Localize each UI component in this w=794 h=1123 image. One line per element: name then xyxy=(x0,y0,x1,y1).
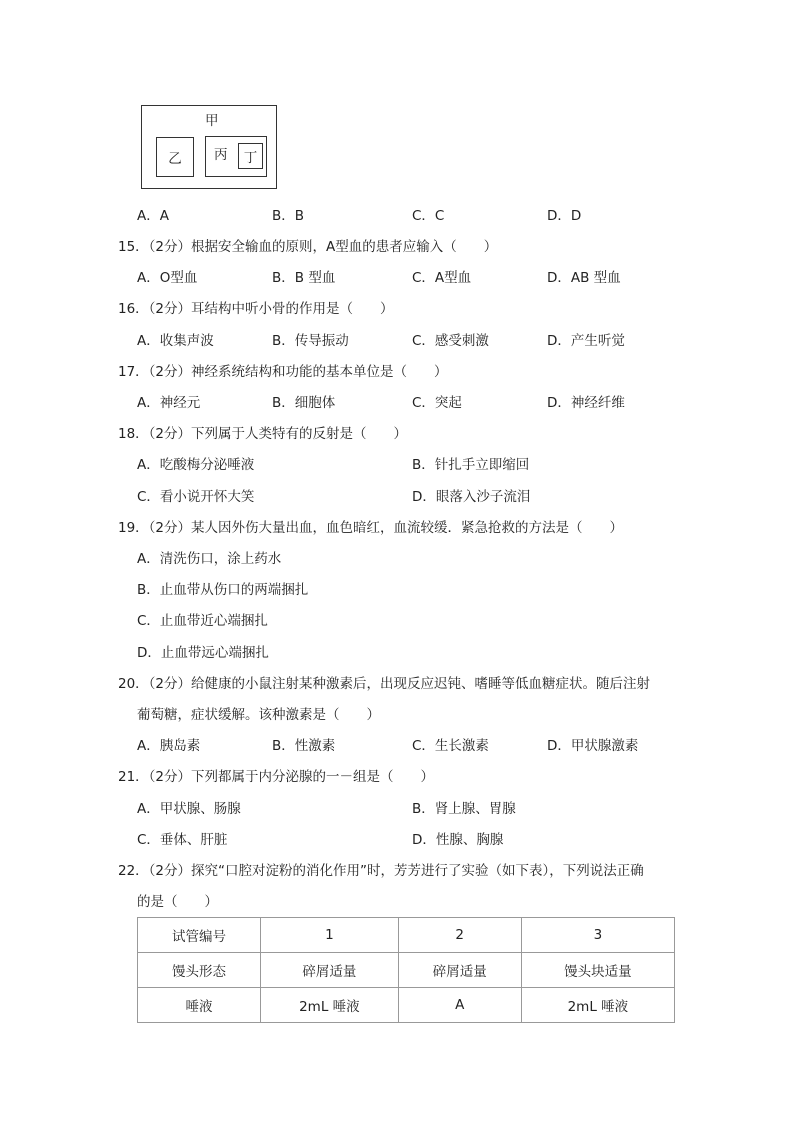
table-cell: 唾液 xyxy=(138,988,261,1023)
q19-option-a: A．清洗伤口，涂上药水 xyxy=(137,551,282,567)
table-cell: 碎屑适量 xyxy=(398,953,521,988)
q18-option-a: A．吃酸梅分泌唾液 xyxy=(137,457,255,473)
q19-option-c: C．止血带近心端捆扎 xyxy=(137,613,268,629)
q20-option-b: B．性激素 xyxy=(272,738,336,754)
q16-option-d: D．产生听觉 xyxy=(547,333,625,349)
q20-option-a: A．胰岛素 xyxy=(137,738,201,754)
q21-option-b: B．肾上腺、胃腺 xyxy=(412,801,516,817)
q20-stem-line2: 葡萄糖，症状缓解。该种激素是（ ） xyxy=(137,707,380,723)
q18-option-d: D．眼落入沙子流泪 xyxy=(412,489,531,505)
diagram-label-bing: 丙 xyxy=(214,147,228,163)
table-row xyxy=(138,953,675,988)
diagram-box-ding xyxy=(238,143,263,169)
table-cell: 3 xyxy=(521,918,674,953)
q18-option-b: B．针扎手立即缩回 xyxy=(412,457,530,473)
q19-stem: 19．（2分）某人因外伤大量出血，血色暗红，血流较缓．紧急抢救的方法是（ ） xyxy=(118,520,624,536)
diagram-label-jia: 甲 xyxy=(205,113,219,129)
table-cell: 馒头块适量 xyxy=(521,953,674,988)
table-cell: 2mL 唾液 xyxy=(521,988,674,1023)
q21-stem: 21．（2分）下列都属于内分泌腺的一－组是（ ） xyxy=(118,769,435,785)
q19-option-d: D．止血带远心端捆扎 xyxy=(137,645,269,661)
q15-option-c: C．A型血 xyxy=(412,270,472,286)
q15-option-b: B．B 型血 xyxy=(272,270,336,286)
diagram-label-ding: 丁 xyxy=(243,150,258,166)
q17-option-d: D．神经纤维 xyxy=(547,395,625,411)
q17-option-c: C．突起 xyxy=(412,395,462,411)
q15-option-a: A．O型血 xyxy=(137,270,198,286)
table-row xyxy=(138,988,675,1023)
q16-option-b: B．传导振动 xyxy=(272,333,349,349)
q16-stem: 16．（2分）耳结构中听小骨的作用是（ ） xyxy=(118,301,394,317)
diagram-label-yi: 乙 xyxy=(168,151,182,167)
diagram-box-yi xyxy=(156,137,194,177)
q16-option-a: A．收集声波 xyxy=(137,333,214,349)
table-cell: 2mL 唾液 xyxy=(261,988,399,1023)
q20-option-d: D．甲状腺激素 xyxy=(547,738,639,754)
q22-stem-line1: 22．（2分）探究“口腔对淀粉的消化作用”时，芳芳进行了实验（如下表），下列说法正确 xyxy=(118,863,644,879)
q19-option-b: B．止血带从伤口的两端捆扎 xyxy=(137,582,309,598)
table-cell: A xyxy=(398,988,521,1023)
table-cell: 碎屑适量 xyxy=(261,953,399,988)
table-cell: 馒头形态 xyxy=(138,953,261,988)
q16-option-c: C．感受刺激 xyxy=(412,333,489,349)
q21-option-d: D．性腺、胸腺 xyxy=(412,832,504,848)
experiment-table xyxy=(137,917,675,1023)
q20-option-c: C．生长激素 xyxy=(412,738,489,754)
q15-stem: 15．（2分）根据安全输血的原则，A型血的患者应输入（ ） xyxy=(118,239,498,255)
q20-stem-line1: 20．（2分）给健康的小鼠注射某种激素后，出现反应迟钝、嗜睡等低血糖症状。随后注射 xyxy=(118,676,651,692)
q14-option-a: A．A xyxy=(137,208,169,224)
q17-option-a: A．神经元 xyxy=(137,395,201,411)
table-cell: 1 xyxy=(261,918,399,953)
q14-option-d: D．D xyxy=(547,208,582,224)
q18-stem: 18．（2分）下列属于人类特有的反射是（ ） xyxy=(118,426,408,442)
q14-option-c: C．C xyxy=(412,208,445,224)
q18-option-c: C．看小说开怀大笑 xyxy=(137,489,255,505)
table-cell: 2 xyxy=(398,918,521,953)
q15-option-d: D．AB 型血 xyxy=(547,270,621,286)
q21-option-a: A．甲状腺、肠腺 xyxy=(137,801,241,817)
q17-option-b: B．细胞体 xyxy=(272,395,336,411)
q21-option-c: C．垂体、肝脏 xyxy=(137,832,228,848)
q17-stem: 17．（2分）神经系统结构和功能的基本单位是（ ） xyxy=(118,364,448,380)
q14-option-b: B．B xyxy=(272,208,305,224)
table-row xyxy=(138,918,675,953)
q22-stem-line2: 的是（ ） xyxy=(137,894,218,910)
table-cell: 试管编号 xyxy=(138,918,261,953)
